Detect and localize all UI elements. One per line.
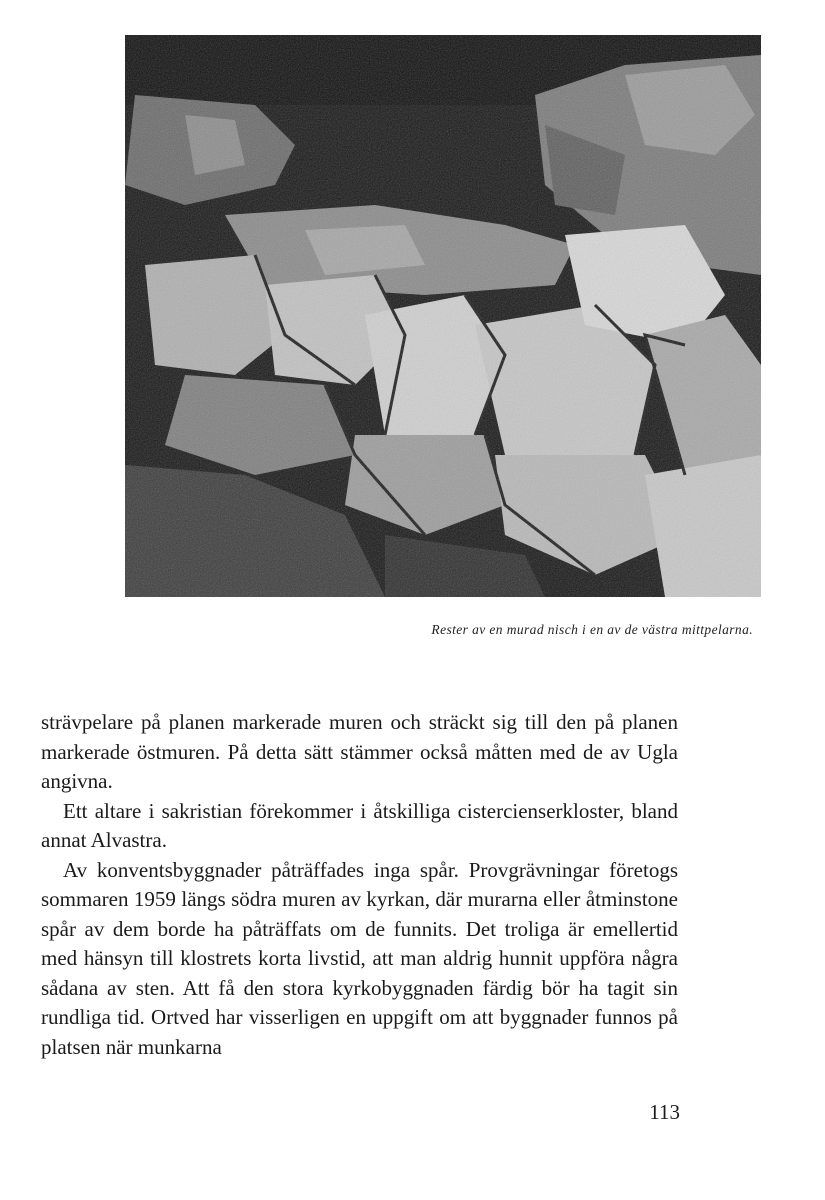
paragraph-2: Ett altare i sakristian förekommer i åtskilliga cistercienserkloster, bland annat Alvastra.: [41, 798, 678, 852]
body-text: [41, 708, 678, 1062]
ruin-photograph: [125, 35, 761, 597]
page-number: 113: [649, 1100, 680, 1124]
paragraph-1: strävpelare på planen markerade muren och sträckt sig till den på planen markerade östmuren. På detta sätt stämmer också måtten med de av Ugla angivna.: [41, 710, 678, 793]
figure-caption: Rester av en murad nisch i en av de västra mittpelarna.: [431, 622, 753, 637]
paragraph-3: Av konventsbyggnader påträffades inga spår. Provgrävningar företogs sommaren 1959 längs södra muren av kyrkan, där murarna eller åtminstone spår av dem borde ha påträffats om de funnits. Det troliga är emellertid med hänsyn till klostrets korta livstid, att man aldrig hunnit uppföra några sådana av sten. Att få den stora kyrkobyggnaden färdig bör ha tagit sin rundliga tid. Ortved har visserligen en uppgift om att byggnader funnos på platsen när munkarna: [41, 857, 678, 1059]
stone-ruin-image: [125, 35, 761, 597]
